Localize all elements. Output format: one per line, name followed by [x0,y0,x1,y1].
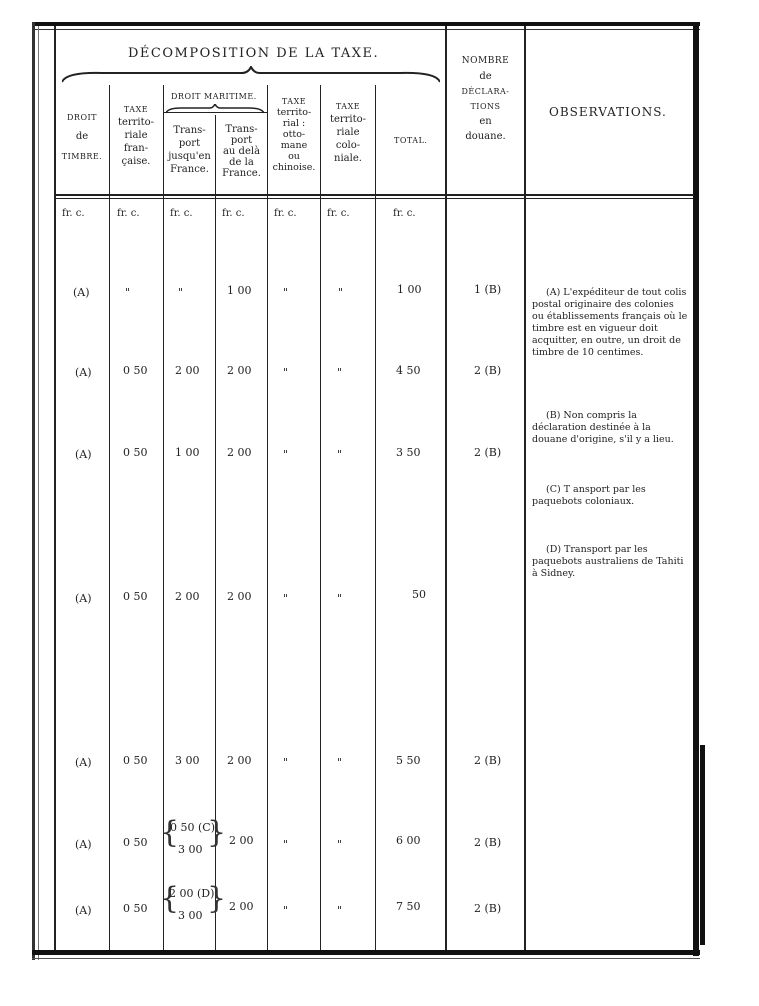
declarations-cell: 2 (B) [474,364,502,377]
column-divider [445,26,447,950]
transport-france-cell: 2 00 [175,590,200,603]
total-cell: 6 00 [396,834,421,847]
right-brace-icon: } [207,815,227,850]
taxe-coloniale-cell: " [338,286,344,299]
observation-note: (C) T ansport par les paquebots coloniaux. [532,484,646,507]
transport-france-cell: 0 50 (C) [170,821,215,834]
total-cell: 7 50 [396,900,421,913]
header-transport-dela: Trans- port au delà de la France. [222,124,261,179]
column-divider [109,85,110,950]
timbre-cell: (A) [75,904,92,917]
taxe-coloniale-cell: " [337,366,343,379]
taxe-ottomane-cell: " [283,366,289,379]
taxe-francaise-cell: 0 50 [123,754,148,767]
declarations-cell: 2 (B) [474,836,502,849]
left-brace-icon: { [160,881,180,916]
total-cell: 50 [412,588,426,601]
timbre-cell: (A) [75,448,92,461]
frame-top-rule-thin [32,29,700,30]
transport-france-cell: 1 00 [175,446,200,459]
taxe-coloniale-cell: " [337,756,343,769]
taxe-ottomane-cell: " [283,838,289,851]
taxe-ottomane-cell: " [283,286,289,299]
header-droit-de-timbre: DROIT de TIMBRE. [61,113,103,161]
taxe-francaise-cell: " [125,286,131,299]
transport-dela-cell: 2 00 [227,364,252,377]
timbre-cell: (A) [75,592,92,605]
column-divider [54,26,56,950]
declarations-cell: 2 (B) [474,754,502,767]
transport-dela-cell: 2 00 [229,834,254,847]
observation-note: (D) Transport par les paquebots australiens de Tahiti à Sidney. [532,544,684,579]
taxe-francaise-cell: 0 50 [123,590,148,603]
taxe-coloniale-cell: " [337,592,343,605]
observation-note: (A) L'expéditeur de tout colis postal originaire des colonies ou établissements français où le timbre est en vigueur doit acquitter, en outre, un droit de timbre de 10 centimes. [532,287,688,358]
transport-france-cell: 3 00 [178,909,203,922]
taxe-coloniale-cell: " [337,448,343,461]
timbre-cell: (A) [75,838,92,851]
unit-label: fr. c. [327,208,350,219]
observations-header: OBSERVATIONS. [549,105,667,119]
taxe-ottomane-cell: " [283,448,289,461]
transport-france-cell: 2 00 (D) [169,887,215,900]
transport-dela-cell: 2 00 [227,754,252,767]
header-nombre-declarations: NOMBRE de DÉCLARA- TIONS en douane. [461,56,510,142]
observation-note: (B) Non compris la déclaration destinée à la douane d'origine, s'il y a lieu. [532,410,674,445]
header-bottom-rule-thin [54,198,694,199]
declarations-cell: 1 (B) [474,283,502,296]
total-cell: 4 50 [396,364,421,377]
frame-bottom-rule [32,950,700,955]
transport-france-cell: 3 00 [175,754,200,767]
left-brace-icon: { [160,815,180,850]
decomposition-header: DÉCOMPOSITION DE LA TAXE. [128,46,380,61]
header-bottom-rule [54,194,694,196]
timbre-cell: (A) [73,286,90,299]
unit-label: fr. c. [117,208,140,219]
frame-bottom-rule-thin [32,958,700,959]
unit-label: fr. c. [393,208,416,219]
total-cell: 3 50 [396,446,421,459]
header-taxe-francaise: TAXE territo- riale fran- çaise. [117,105,155,167]
declarations-cell: 2 (B) [474,902,502,915]
frame-right-rule-outer [700,745,705,945]
total-cell: 5 50 [396,754,421,767]
taxe-francaise-cell: 0 50 [123,364,148,377]
declarations-cell: 2 (B) [474,446,502,459]
header-taxe-ottomane: TAXE territo- rial : otto- mane ou chinoise. [272,97,316,173]
taxe-ottomane-cell: " [283,592,289,605]
column-divider [267,85,268,950]
unit-label: fr. c. [170,208,193,219]
frame-right-rule [693,22,699,956]
transport-dela-cell: 2 00 [227,446,252,459]
transport-france-cell: 3 00 [178,843,203,856]
taxe-ottomane-cell: " [283,756,289,769]
taxe-francaise-cell: 0 50 [123,836,148,849]
column-divider [320,85,321,950]
taxe-coloniale-cell: " [337,904,343,917]
column-divider [375,85,376,950]
taxe-francaise-cell: 0 50 [123,446,148,459]
unit-label: fr. c. [222,208,245,219]
unit-label: fr. c. [62,208,85,219]
timbre-cell: (A) [75,366,92,379]
total-header: TOTAL. [394,136,428,145]
brace-maritime [166,104,264,114]
frame-left-rule-thin [38,26,39,960]
unit-label: fr. c. [274,208,297,219]
transport-france-cell: 2 00 [175,364,200,377]
header-transport-france: Trans- port jusqu'en France. [168,125,211,175]
taxe-francaise-cell: 0 50 [123,902,148,915]
transport-dela-cell: 2 00 [227,590,252,603]
total-cell: 1 00 [397,283,422,296]
timbre-cell: (A) [75,756,92,769]
frame-left-rule [32,22,35,960]
taxe-coloniale-cell: " [337,838,343,851]
taxe-ottomane-cell: " [283,904,289,917]
right-brace-icon: } [207,881,227,916]
column-divider [524,26,526,950]
transport-dela-cell: 2 00 [229,900,254,913]
frame-top-rule [32,22,700,26]
transport-france-cell: " [178,286,184,299]
droit-maritime-header: DROIT MARITIME. [171,92,257,101]
header-taxe-coloniale: TAXE territo- riale colo- niale. [329,102,367,164]
transport-dela-cell: 1 00 [227,284,252,297]
brace-decomposition [62,66,440,84]
